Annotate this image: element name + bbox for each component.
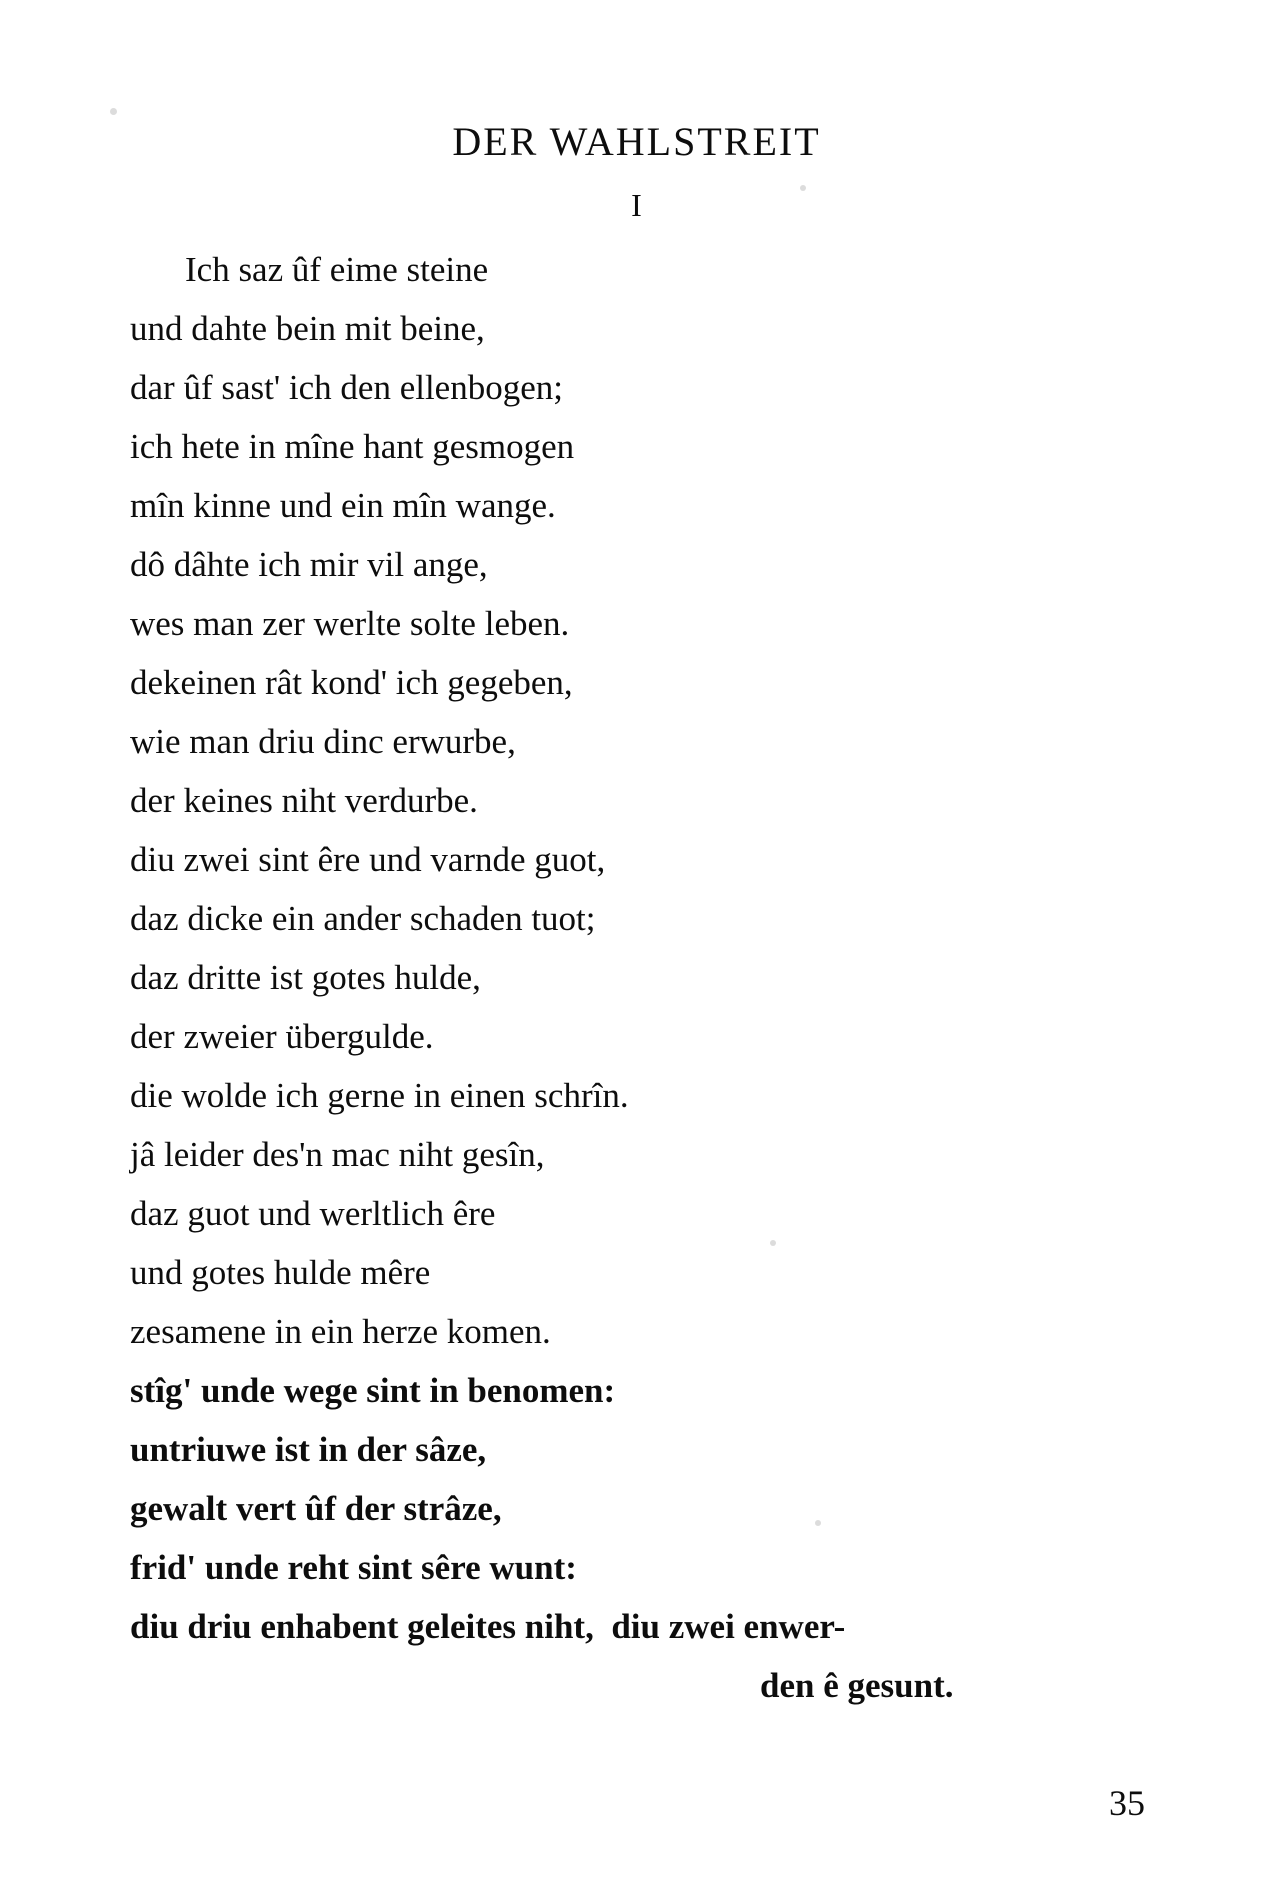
poem-line: frid' unde reht sint sêre wunt:	[130, 1548, 577, 1587]
poem-line: dar ûf sast' ich den ellenbogen;	[130, 368, 563, 407]
poem-line: jâ leider des'n mac niht gesîn,	[130, 1135, 545, 1174]
poem-line: diu zwei sint êre und varnde guot,	[130, 840, 606, 879]
poem-line: daz guot und werltlich êre	[130, 1194, 496, 1233]
poem-line: Ich saz ûf eime steine	[185, 250, 489, 289]
poem-line: dô dâhte ich mir vil ange,	[130, 545, 488, 584]
poem-line: wes man zer werlte solte leben.	[130, 604, 570, 643]
poem-line: untriuwe ist in der sâze,	[130, 1430, 487, 1469]
poem-line: daz dicke ein ander schaden tuot;	[130, 899, 596, 938]
poem-line: stîg' unde wege sint in benomen:	[130, 1371, 616, 1410]
poem-line: wie man driu dinc erwurbe,	[130, 722, 516, 761]
poem-line: der zweier übergulde.	[130, 1017, 434, 1056]
poem-body	[0, 240, 1273, 1715]
poem-line: die wolde ich gerne in einen schrîn.	[130, 1076, 629, 1115]
poem-line: den ê gesunt.	[760, 1666, 954, 1705]
poem-line: und gotes hulde mêre	[130, 1253, 431, 1292]
poem-line: diu driu enhabent geleites niht, diu zwei enwer-	[130, 1607, 846, 1646]
poem-line: dekeinen rât kond' ich gegeben,	[130, 663, 573, 702]
poem-line: und dahte bein mit beine,	[130, 309, 485, 348]
scan-speck	[800, 185, 806, 191]
page-number: 35	[1109, 1783, 1145, 1823]
poem-line: mîn kinne und ein mîn wange.	[130, 486, 556, 525]
scan-speck	[770, 1240, 776, 1246]
poem-line: der keines niht verdurbe.	[130, 781, 478, 820]
section-number: I	[631, 187, 642, 223]
poem-line: ich hete in mîne hant gesmogen	[130, 427, 575, 466]
scan-speck	[110, 108, 117, 115]
poem-line: gewalt vert ûf der strâze,	[130, 1489, 502, 1528]
page-title: DER WAHLSTREIT	[452, 119, 821, 164]
poem-line: zesamene in ein herze komen.	[130, 1312, 551, 1351]
scan-speck	[815, 1520, 821, 1526]
poem-line: daz dritte ist gotes hulde,	[130, 958, 481, 997]
